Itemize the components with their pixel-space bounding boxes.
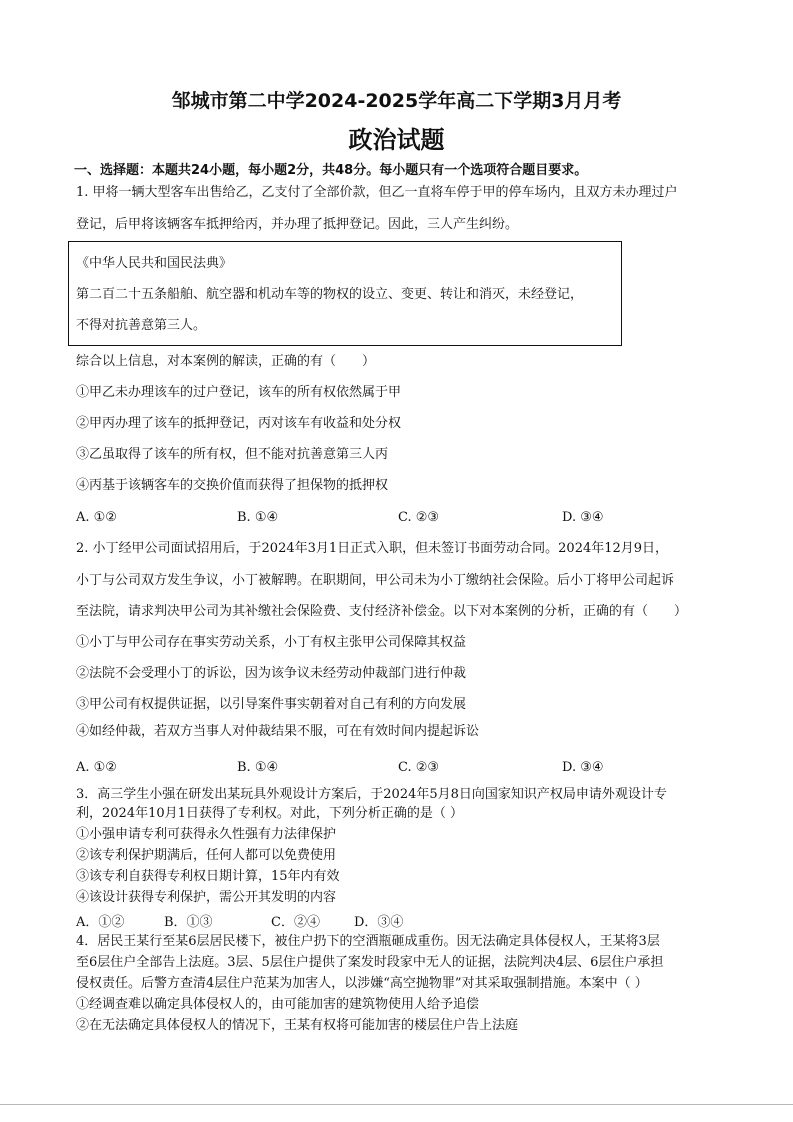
q2-stem-line: 2. 小丁经甲公司面试招用后，于2024年3月1日正式入职，但未签订书面劳动合同。2024年12月9日，	[76, 541, 669, 556]
q2-stem-line: 小丁与公司双方发生争议，小丁被解聘。在职期间，甲公司未为小丁缴纳社会保险。后小丁将甲公司起诉	[76, 573, 675, 588]
q3-option-a: A．①②	[76, 915, 125, 930]
q3-statement: ②该专利保护期满后，任何人都可以免费使用	[76, 848, 337, 863]
q1-option-c: C. ②③	[398, 510, 440, 525]
exam-subtitle: 政治试题	[348, 126, 445, 154]
q2-statement: ②法院不会受理小丁的诉讼，因为该争议未经劳动仲裁部门进行仲裁	[76, 666, 467, 681]
page-bottom-rule	[0, 1104, 793, 1105]
q1-option-b: B. ①④	[237, 510, 279, 525]
q2-option-d: D. ③④	[562, 760, 604, 775]
q1-option-d: D. ③④	[562, 510, 604, 525]
q3-stem-line: 3．高三学生小强在研发出某玩具外观设计方案后，于2024年5月8日向国家知识产权局申请外观设计专	[76, 787, 667, 802]
q1-statement: ③乙虽取得了该车的所有权，但不能对抗善意第三人丙	[76, 447, 389, 462]
q2-option-a: A. ①②	[76, 760, 117, 775]
q1-option-a: A. ①②	[76, 510, 117, 525]
q1-statement: ④丙基于该辆客车的交换价值而获得了担保物的抵押权	[76, 478, 389, 493]
q1-stem-line: 1. 甲将一辆大型客车出售给乙，乙支付了全部价款，但乙一直将车停于甲的停车场内，且双方未办理过户	[76, 185, 678, 200]
q4-statement: ②在无法确定具体侵权人的情况下，王某有权将可能加害的楼层住户告上法庭	[76, 1018, 519, 1033]
q4-stem-line: 侵权责任。后警方查清4层住户范某为加害人，以涉嫌“高空抛物罪”对其采取强制措施。本案中（ ）	[76, 976, 648, 991]
q2-statement: ④如经仲裁，若双方当事人对仲裁结果不服，可在有效时间内提起诉讼	[76, 724, 480, 739]
q3-option-c: C．②④	[271, 915, 320, 930]
q4-stem-line: 至6层住户全部告上法庭。3层、5层住户提供了案发时段家中无人的证据，法院判决4层、6层住户承担	[76, 955, 664, 970]
law-quote-title: 《中华人民共和国民法典》	[76, 256, 233, 271]
q3-statement: ③该专利自获得专利权日期计算，15年内有效	[76, 869, 340, 884]
q3-stem-line: 利，2024年10月1日获得了专利权。对此，下列分析正确的是（ ）	[76, 806, 464, 821]
q3-option-b: B．①③	[164, 915, 213, 930]
q2-option-c: C. ②③	[398, 760, 440, 775]
q2-stem-line: 至法院，请求判决甲公司为其补缴社会保险费、支付经济补偿金。以下对本案例的分析，正确的有（ ）	[76, 604, 688, 619]
q4-stem-line: 4．居民王某行至某6层居民楼下，被住户扔下的空酒瓶砸成重伤。因无法确定具体侵权人，王某将3层	[76, 934, 660, 949]
q2-statement: ③甲公司有权提供证据，以引导案件事实朝着对自己有利的方向发展	[76, 697, 467, 712]
exam-title: 邹城市第二中学2024-2025学年高二下学期3月月考	[171, 90, 622, 112]
q1-statement: ②甲丙办理了该车的抵押登记，丙对该车有收益和处分权	[76, 416, 402, 431]
law-quote-line: 第二百二十五条船舶、航空器和机动车等的物权的设立、变更、转让和消灭，未经登记，	[76, 287, 584, 302]
q4-statement: ①经调查难以确定具体侵权人的，由可能加害的建筑物使用人给予追偿	[76, 997, 480, 1012]
q1-stem-line: 登记，后甲将该辆客车抵押给丙，并办理了抵押登记。因此，三人产生纠纷。	[76, 217, 519, 232]
q3-statement: ④该设计获得专利保护，需公开其发明的内容	[76, 890, 337, 905]
section-heading: 一、选择题：本题共24小题，每小题2分，共48分。每小题只有一个选项符合题目要求。	[74, 163, 588, 178]
q1-statement: ①甲乙未办理该车的过户登记，该车的所有权依然属于甲	[76, 385, 402, 400]
q1-prompt: 综合以上信息，对本案例的解读，正确的有（ ）	[76, 354, 376, 369]
q2-option-b: B. ①④	[237, 760, 279, 775]
law-quote-line: 不得对抗善意第三人。	[76, 318, 207, 333]
q3-option-d: D．③④	[354, 915, 404, 930]
q3-statement: ①小强申请专利可获得永久性强有力法律保护	[76, 827, 337, 842]
q2-statement: ①小丁与甲公司存在事实劳动关系，小丁有权主张甲公司保障其权益	[76, 635, 467, 650]
